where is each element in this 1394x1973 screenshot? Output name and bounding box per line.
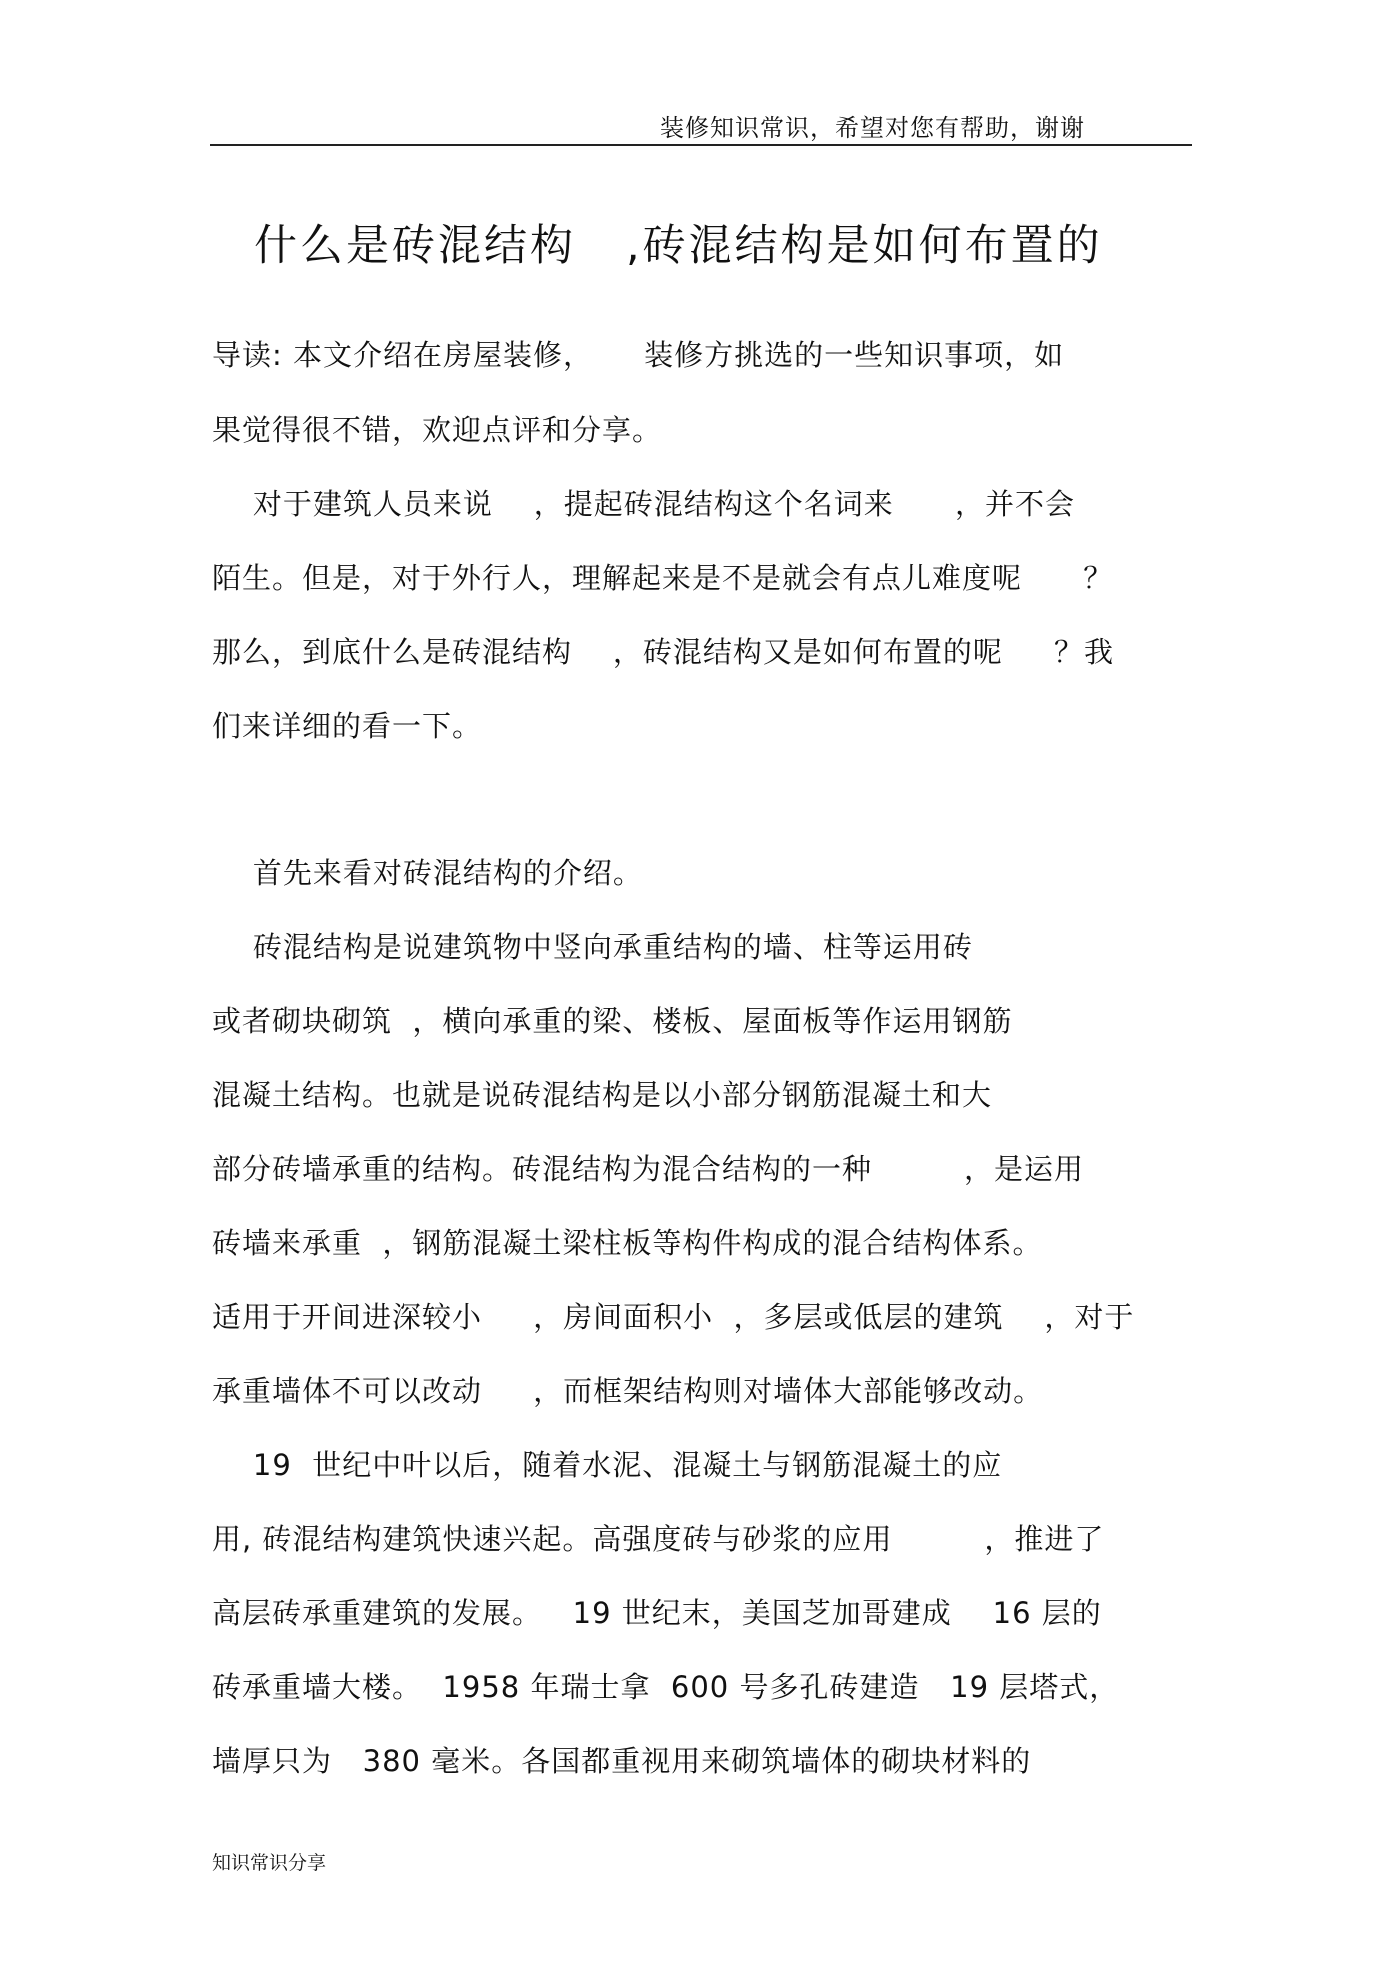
body-line: 导读: 本文介绍在房屋装修， 装修方挑选的一些知识事项，如 — [212, 338, 1065, 372]
body-line: 首先来看对砖混结构的介绍。 — [212, 856, 643, 890]
body-line: 砖承重墙大楼。 1958 年瑞士拿 600 号多孔砖建造 19 层塔式， — [212, 1670, 1120, 1704]
body-line: 对于建筑人员来说 ，提起砖混结构这个名词来 ，并不会 — [212, 487, 1076, 521]
document-title: 什么是砖混结构 ,砖混结构是如何布置的 — [254, 221, 1103, 271]
body-line: 砖墙来承重 ，钢筋混凝土梁柱板等构件构成的混合结构体系。 — [212, 1226, 1043, 1260]
body-line: 那么，到底什么是砖混结构 ，砖混结构又是如何布置的呢 ？我 — [212, 635, 1114, 669]
page-footer: 知识常识分享 — [212, 1852, 327, 1874]
body-line: 高层砖承重建筑的发展。 19 世纪末，美国芝加哥建成 16 层的 — [212, 1596, 1102, 1630]
body-line: 承重墙体不可以改动 ，而框架结构则对墙体大部能够改动。 — [212, 1374, 1044, 1408]
body-line: 陌生。但是，对于外行人，理解起来是不是就会有点儿难度呢 ？ — [212, 561, 1114, 595]
running-header: 装修知识常识，希望对您有帮助，谢谢 — [660, 114, 1085, 142]
body-line: 果觉得很不错，欢迎点评和分享。 — [212, 413, 663, 447]
body-line: 适用于开间进深较小 ，房间面积小 ，多层或低层的建筑 ，对于 — [212, 1300, 1135, 1334]
body-line: 19 世纪中叶以后，随着水泥、混凝土与钢筋混凝土的应 — [212, 1448, 1003, 1482]
header-divider — [210, 144, 1192, 146]
body-line: 部分砖墙承重的结构。砖混结构为混合结构的一种 ，是运用 — [212, 1152, 1084, 1186]
body-line: 墙厚只为 380 毫米。各国都重视用来砌筑墙体的砌块材料的 — [212, 1744, 1032, 1778]
body-line: 用, 砖混结构建筑快速兴起。高强度砖与砂浆的应用 ，推进了 — [212, 1522, 1105, 1556]
body-line: 或者砌块砌筑 ，横向承重的梁、楼板、屋面板等作运用钢筋 — [212, 1004, 1013, 1038]
body-line: 们来详细的看一下。 — [212, 709, 483, 743]
body-line: 砖混结构是说建筑物中竖向承重结构的墙、柱等运用砖 — [212, 930, 973, 964]
body-line: 混凝土结构。也就是说砖混结构是以小部分钢筋混凝土和大 — [212, 1078, 993, 1112]
